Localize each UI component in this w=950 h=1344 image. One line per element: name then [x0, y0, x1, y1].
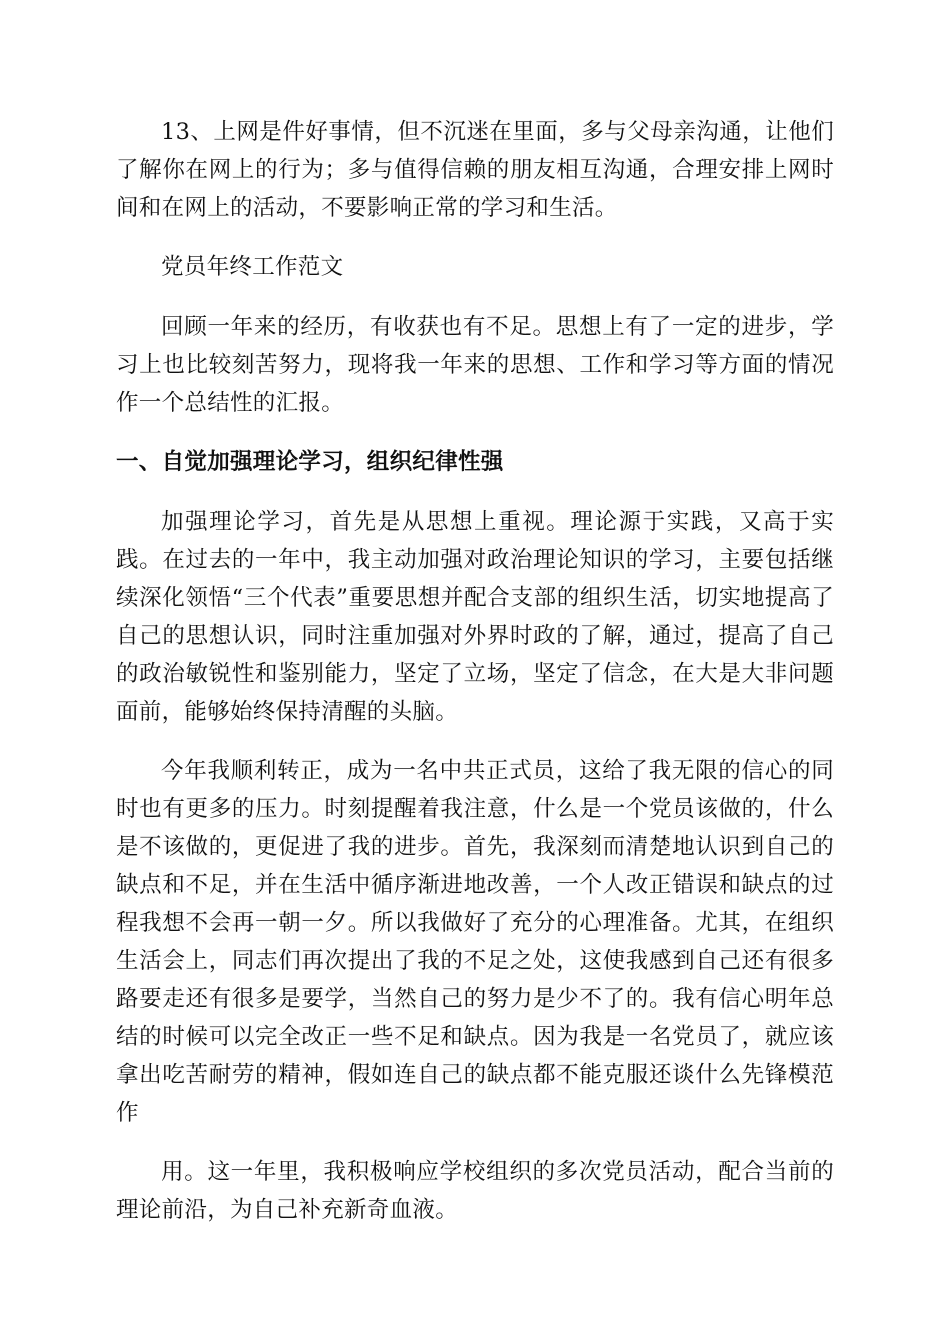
paragraph-review-intro: 回顾一年来的经历，有收获也有不足。思想上有了一定的进步，学习上也比较刻苦努力，现将我一年来的思想、工作和学习等方面的情况作一个总结性的汇报。 — [116, 314, 834, 416]
document-title: 党员年终工作范文 — [161, 254, 344, 280]
section-heading: 一、自觉加强理论学习，组织纪律性强 — [116, 449, 504, 475]
paragraph-party-activities: 用。这一年里，我积极响应学校组织的多次党员活动，配合当前的理论前沿，为自己补充新奇血液。 — [116, 1159, 834, 1223]
paragraph-internet-advice: 13、上网是件好事情，但不沉迷在里面，多与父母亲沟通，让他们了解你在网上的行为；多与值得信赖的朋友相互沟通，合理安排上网时间和在网上的活动，不要影响正常的学习和生活。 — [116, 119, 834, 221]
paragraph-theory-study: 加强理论学习，首先是从思想上重视。理论源于实践，又高于实践。在过去的一年中，我主动加强对政治理论知识的学习，主要包括继续深化领悟“三个代表”重要思想并配合支部的组织生活，切实地提高了自己的思想认识，同时注重加强对外界时政的了解，通过，提高了自己的政治敏锐性和鉴别能力，坚定了立场，坚定了信念，在大是大非问题面前，能够始终保持清醒的头脑。 — [116, 509, 834, 725]
paragraph-full-member: 今年我顺利转正，成为一名中共正式员，这给了我无限的信心的同时也有更多的压力。时刻提醒着我注意，什么是一个党员该做的，什么是不该做的，更促进了我的进步。首先，我深刻而清楚地认识到自己的缺点和不足，并在生活中循序渐进地改善，一个人改正错误和缺点的过程我想不会再一朝一夕。所以我做好了充分的心理准备。尤其，在组织生活会上，同志们再次提出了我的不足之处，这使我感到自己还有很多路要走还有很多是要学，当然自己的努力是少不了的。我有信心明年总结的时候可以完全改正一些不足和缺点。因为我是一名党员了，就应该拿出吃苦耐劳的精神，假如连自己的缺点都不能克服还谈什么先锋模范作 — [116, 758, 834, 1126]
